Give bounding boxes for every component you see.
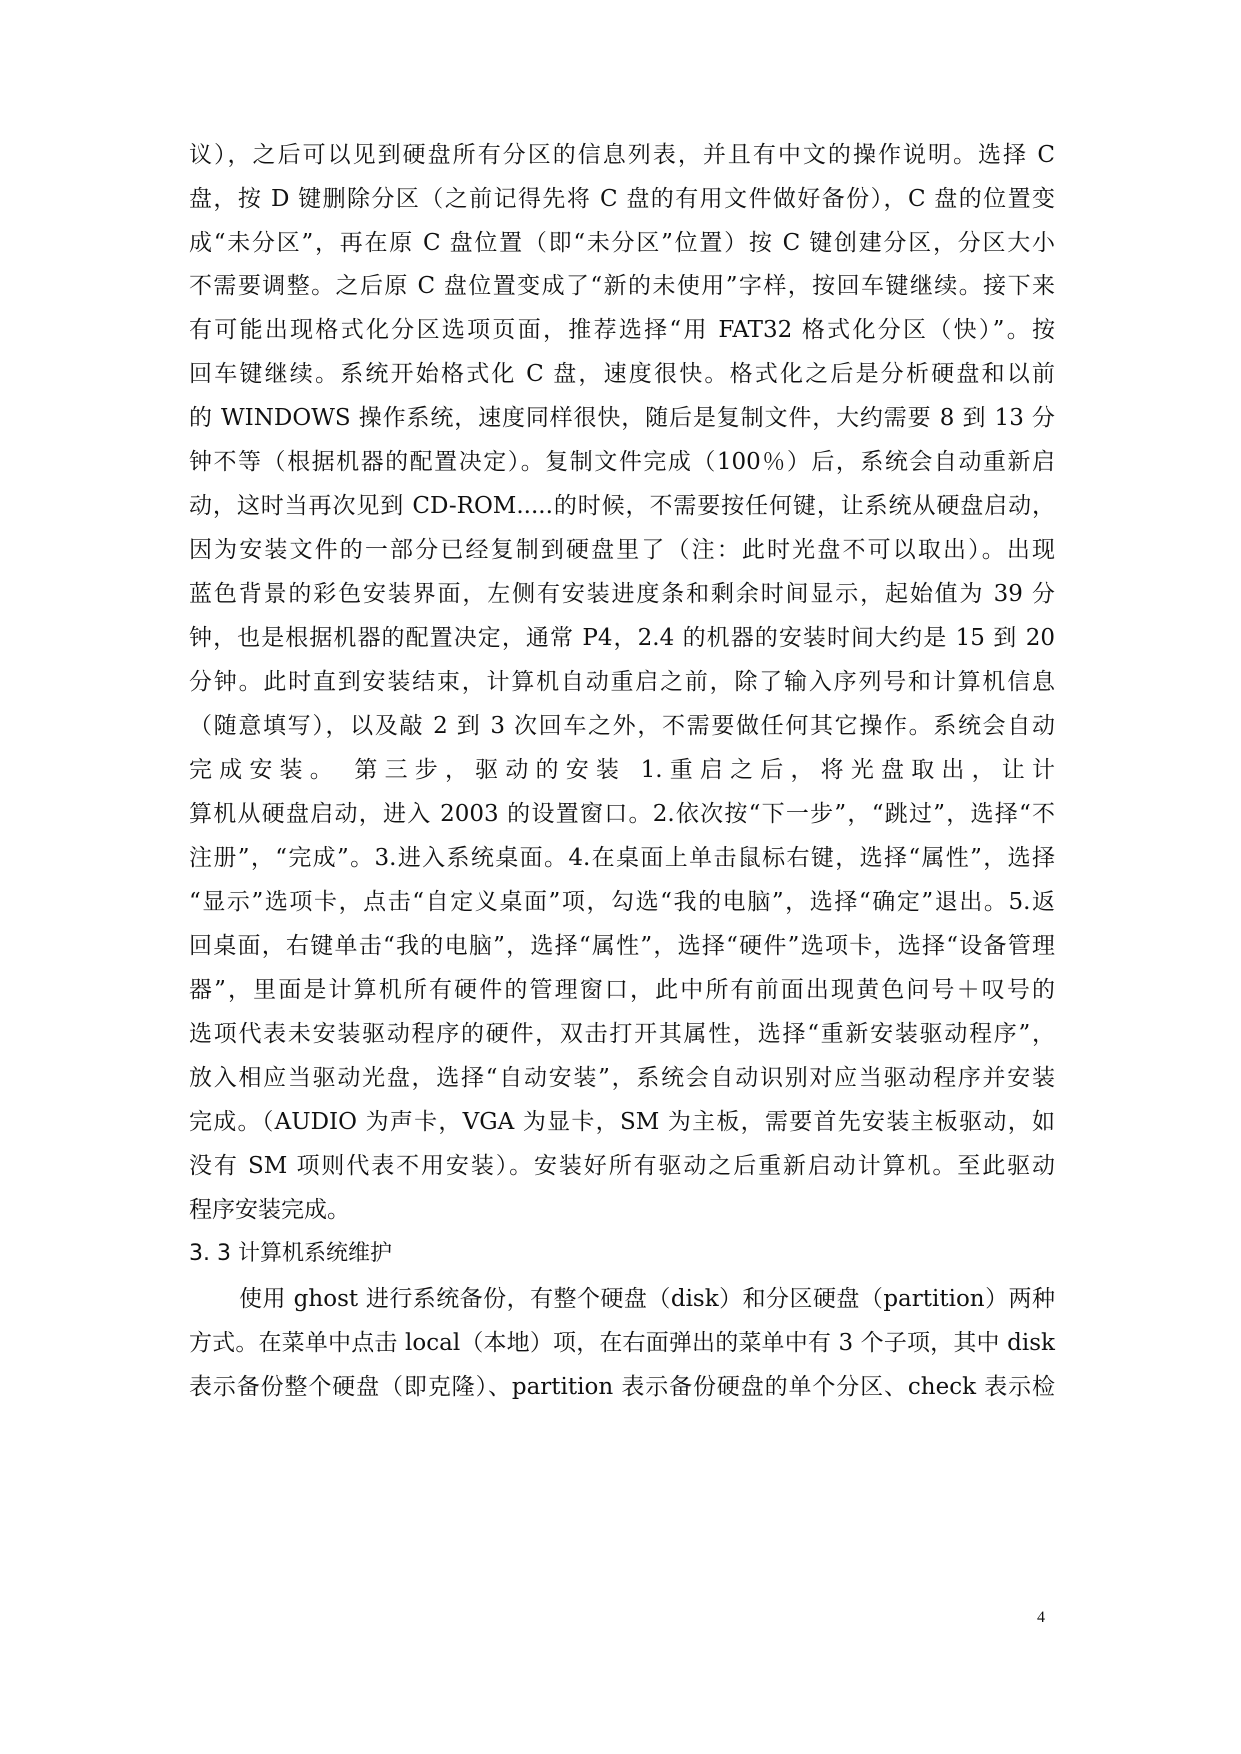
text-line: 完成安装。 第三步，驱动的安装 1.重启之后，将光盘取出，让计 — [189, 757, 1055, 783]
section-heading: 3. 3 计算机系统维护 — [189, 1241, 392, 1266]
text-line: 有可能出现格式化分区选项页面，推荐选择“用 FAT32 格式化分区（快）”。按 — [189, 317, 1055, 343]
text-line: 蓝色背景的彩色安装界面，左侧有安装进度条和剩余时间显示，起始值为 39 分 — [189, 581, 1055, 607]
text-line: 不需要调整。之后原 C 盘位置变成了“新的未使用”字样，按回车键继续。接下来 — [189, 273, 1055, 299]
text-line: 使用 ghost 进行系统备份，有整个硬盘（disk）和分区硬盘（partition）两种 — [239, 1286, 1055, 1312]
text-line: 表示备份整个硬盘（即克隆）、partition 表示备份硬盘的单个分区、check 表示检 — [189, 1374, 1055, 1400]
text-line: 方式。在菜单中点击 local（本地）项，在右面弹出的菜单中有 3 个子项，其中 disk — [189, 1330, 1055, 1356]
page-number: 4 — [1037, 1609, 1045, 1626]
text-line: 放入相应当驱动光盘，选择“自动安装”，系统会自动识别对应当驱动程序并安装 — [189, 1065, 1055, 1091]
text-line: 成“未分区”，再在原 C 盘位置（即“未分区”位置）按 C 键创建分区，分区大小 — [189, 230, 1055, 256]
text-line: 选项代表未安装驱动程序的硬件，双击打开其属性，选择“重新安装驱动程序”， — [189, 1021, 1055, 1047]
text-line: 没有 SM 项则代表不用安装）。安装好所有驱动之后重新启动计算机。至此驱动 — [189, 1153, 1055, 1179]
text-line: 因为安装文件的一部分已经复制到硬盘里了（注：此时光盘不可以取出）。出现 — [189, 537, 1055, 563]
text-line: 议），之后可以见到硬盘所有分区的信息列表，并且有中文的操作说明。选择 C — [189, 142, 1055, 168]
text-line: 钟，也是根据机器的配置决定，通常 P4，2.4 的机器的安装时间大约是 15 到 20 — [189, 625, 1055, 651]
text-line: 的 WINDOWS 操作系统，速度同样很快，随后是复制文件，大约需要 8 到 13 分 — [189, 405, 1055, 431]
text-line: 回车键继续。系统开始格式化 C 盘，速度很快。格式化之后是分析硬盘和以前 — [189, 361, 1055, 387]
text-line: 注册”，“完成”。3.进入系统桌面。4.在桌面上单击鼠标右键，选择“属性”，选择 — [189, 845, 1055, 871]
text-line: （随意填写），以及敲 2 到 3 次回车之外，不需要做任何其它操作。系统会自动 — [189, 713, 1055, 739]
text-line: 完成。（AUDIO 为声卡，VGA 为显卡，SM 为主板，需要首先安装主板驱动，如 — [189, 1109, 1055, 1135]
text-line: 分钟。此时直到安装结束，计算机自动重启之前，除了输入序列号和计算机信息 — [189, 669, 1055, 695]
text-line: 程序安装完成。 — [189, 1197, 350, 1223]
text-line: 器”，里面是计算机所有硬件的管理窗口，此中所有前面出现黄色问号＋叹号的 — [189, 977, 1055, 1003]
text-line: 回桌面，右键单击“我的电脑”，选择“属性”，选择“硬件”选项卡，选择“设备管理 — [189, 933, 1055, 959]
text-line: 算机从硬盘启动，进入 2003 的设置窗口。2.依次按“下一步”，“跳过”，选择“不 — [189, 801, 1055, 827]
text-line: “显示”选项卡，点击“自定义桌面”项，勾选“我的电脑”，选择“确定”退出。5.返 — [189, 889, 1055, 915]
text-line: 盘，按 D 键删除分区（之前记得先将 C 盘的有用文件做好备份），C 盘的位置变 — [189, 186, 1055, 212]
text-line: 动，这时当再次见到 CD-ROM.....的时候，不需要按任何键，让系统从硬盘启动， — [189, 493, 1055, 519]
text-line: 钟不等（根据机器的配置决定）。复制文件完成（100％）后，系统会自动重新启 — [189, 449, 1055, 475]
